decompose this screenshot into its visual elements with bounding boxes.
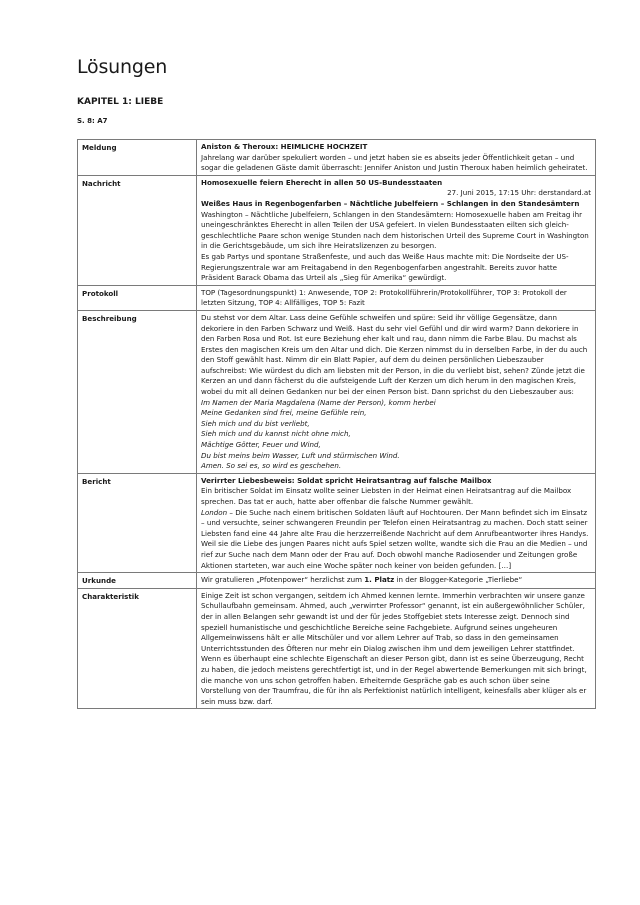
charakteristik-text: Einige Zeit ist schon vergangen, seitdem ich Ahmed kennen lernte. Immerhin verbrachten wir unsere ganze Schullaufbahn gemeinsam. Ahmed, auch „verwirrter Professor“ genannt, ist ein außergewöhnlicher Schüler, der in allen Belangen sehr gewandt ist und der für jedes Stoffgebiet stets Interesse zeigt. Dennoch sind speziell humanistische und geschichtliche Bereiche seine Fachgebiete. Aufgrund seines ungeheuren Allgemeinwissens hält er alle Mitschüler und vor allem Lehrer auf Trab, so dass in den gemeinsamen Unterrichtsstunden des Öfteren nur mehr ein Dialog zwischen ihm und dem jeweiligen Lehrer stattfindet. Wenn es überhaupt eine schlechte Eigenschaft an dieser Person gibt, dann ist es seine Überzeugung, Recht zu haben, die jedoch meistens gerechtfertigt ist, und in der Regel abwertende Bemerkungen mit sich bringt, die manche von uns schon getroffen haben. Erheiternde Gespräche gab es auch schon über seine Vorstellung von der Traumfrau, die für ihn als Perfektionist natürlich intelligent, keinesfalls aber klüger als er sein muss bzw. darf.	[197, 588, 596, 709]
bericht-body: – Die Suche nach einem britischen Soldaten läuft auf Hochtouren. Der Mann befindet sich im Einsatz – und versuchte, seiner schwangeren Freundin per Telefon einen Heiratsantrag zu machen. Doch statt seiner Liebsten fand eine 44 Jahre alte Frau die herzzerreißende Nachricht auf dem Anrufbeantworter ihres Handys. Weil sie die Liebe des jungen Paares nicht aufs Spiel setzen wollte, wandte sich die Frau an die Medien – und rief zur Suche nach dem Mann oder der Frau auf. Doch obwohl manche Radiosender und Zeitungen große Aktionen starteten, war auch eine Woche später noch keiner von beiden gefunden. […]	[201, 507, 589, 570]
table-row-protokoll	[78, 285, 596, 310]
nachricht-dateline: 27. Juni 2015, 17:15 Uhr: derstandard.at	[447, 188, 591, 198]
nachricht-headline: Homosexuelle feiern Eherecht in allen 50 US-Bundesstaaten	[201, 177, 443, 187]
spell-line: Sieh mich und du bist verliebt,	[201, 418, 310, 428]
row-label: Protokoll	[78, 285, 197, 310]
meldung-text: Jahrelang war darüber spekuliert worden – und jetzt haben sie es abseits jeder Öffentlichkeit getan – und sogar die geladenen Gäste damit überrascht: Jennifer Aniston und Justin Theroux haben heimlich geheiratet.	[201, 152, 588, 173]
meldung-headline: Aniston & Theroux: HEIMLICHE HOCHZEIT	[201, 142, 368, 151]
nachricht-paragraph: Es gab Partys und spontane Straßenfeste, und auch das Weiße Haus machte mit: Die Nordseite der US-Regierungszentrale war am Freitagabend in den Regenbogenfarben angestrahlt. Bereits zuvor hatte Präsident Barack Obama das Urteil als „Sieg für Amerika“ gewürdigt.	[201, 251, 569, 283]
spell-line: Amen. So sei es, so wird es geschehen.	[201, 461, 342, 471]
row-content	[197, 140, 596, 176]
text-types-table	[77, 139, 596, 709]
row-content	[197, 175, 596, 285]
table-row-charakteristik	[78, 588, 596, 709]
spell-line: Meine Gedanken sind frei, meine Gefühle rein,	[201, 408, 367, 418]
row-content	[197, 573, 596, 589]
spell-line: Im Namen der Maria Magdalena (Name der Person), komm herbei	[201, 397, 436, 407]
urkunde-place: 1. Platz	[364, 575, 395, 585]
row-label: Bericht	[78, 473, 197, 572]
page-reference: S. 8: A7	[77, 117, 108, 125]
page-title: Lösungen	[77, 56, 168, 78]
nachricht-subhead: Weißes Haus in Regenbogenfarben – Nächtliche Jubelfeiern – Schlangen in den Standesämtern	[201, 198, 580, 208]
spell-line: Mächtige Götter, Feuer und Wind,	[201, 440, 321, 450]
row-content	[197, 310, 596, 473]
row-label: Nachricht	[78, 175, 197, 285]
row-label: Urkunde	[78, 573, 197, 589]
bericht-place: London	[201, 507, 228, 517]
urkunde-text-end: in der Blogger-Kategorie „Tierliebe“	[394, 575, 523, 585]
table-row-meldung	[78, 140, 596, 176]
row-label: Charakteristik	[78, 588, 197, 709]
table-row-urkunde	[78, 573, 596, 589]
nachricht-paragraph: Washington – Nächtliche Jubelfeiern, Schlangen in den Standesämtern: Homosexuelle haben am Freitag ihr uneingeschränktes Eherecht in allen Teilen der USA gefeiert. In vielen Bundesstaaten eilten sich gleich-geschlechtliche Paare schon wenige Stunden nach dem historischen Urteil des Supreme Court in Washington in die Gerichtsgebäude, um sich ihre Heiratslizenzen zu besorgen.	[201, 209, 589, 251]
beschreibung-text: Du stehst vor dem Altar. Lass deine Gefühle schweifen und spüre: Seid ihr völlige Gegensätze, dann dekoriere in den Farben Schwarz und Weiß. Hast du sehr viel Gefühl und dir wird warm? Dann dekoriere in den Farben Rosa und Rot. Ist eure Beziehung eher kalt und rau, dann nimm die Farbe Blau. Du machst als Erstes den magischen Kreis um den Altar und dich. Die Kerzen nimmst du in derselben Farbe, in der du auch den Stoff gewählt hast. Nimm dir ein Blatt Papier, auf dem du deinen persönlichen Liebeszauber aufschreibst: Wie würdest du dich am liebsten mit der Person, in die du verliebt bist, sehen? Zünde jetzt die Kerzen an und dann fächerst du die aufsteigende Luft der Kerzen um dich herum in den magischen Kreis, wobei du mit all deinen Gedanken nur bei der einen Person bist. Dann sprichst du den Liebeszauber aus:	[201, 312, 588, 397]
urkunde-text: Wir gratulieren „Pfotenpower“ herzlichst zum	[201, 575, 365, 585]
row-content	[197, 473, 596, 572]
spell-line: Du bist meins beim Wasser, Luft und stürmischen Wind.	[201, 450, 400, 460]
bericht-paragraph: Ein britischer Soldat im Einsatz wollte seiner Liebsten in der Heimat einen Heiratsantrag auf die Mailbox sprechen. Das tat er auch, hatte aber offenbar die falsche Nummer gewählt.	[201, 486, 572, 506]
table-row-bericht	[78, 473, 596, 572]
spell-line: Sieh mich und du kannst nicht ohne mich,	[201, 429, 351, 439]
row-label: Meldung	[78, 140, 197, 176]
bericht-paragraph	[201, 508, 591, 572]
row-label: Beschreibung	[78, 310, 197, 473]
protokoll-text: TOP (Tagesordnungspunkt) 1: Anwesende, TOP 2: Protokollführerin/Protokollführer, TOP 3: Protokoll der letzten Sitzung, TOP 4: Allfälliges, TOP 5: Fazit	[197, 285, 596, 310]
bericht-headline: Verirrter Liebesbeweis: Soldat spricht Heiratsantrag auf falsche Mailbox	[201, 475, 492, 485]
chapter-heading: KAPITEL 1: LIEBE	[77, 97, 164, 107]
table-row-beschreibung	[78, 310, 596, 473]
table-row-nachricht	[78, 175, 596, 285]
